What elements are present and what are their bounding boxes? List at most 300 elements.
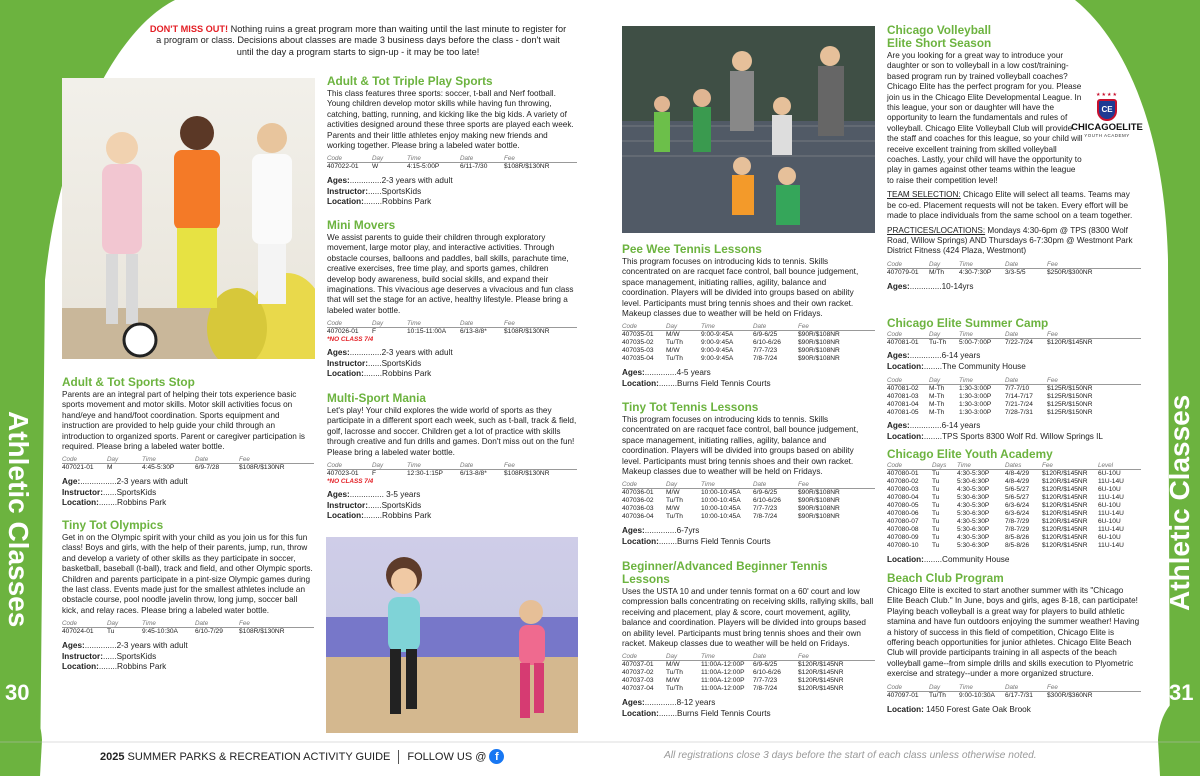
- cell: M/W: [666, 505, 680, 513]
- table-row: [622, 505, 875, 513]
- col-fee: Fee: [239, 620, 250, 628]
- cell: $120R/$145NR: [798, 661, 844, 669]
- cell: 6/9-6/25: [753, 661, 778, 669]
- footer-divider: [398, 750, 399, 764]
- pee-wee-description: This program focuses on introducing kids to tennis. Skills concentrated on are racquet face control, ball bounce judgement, space management, initiating rallies, agility, balance and coordination. Players will be divided into groups based on ability level. Participants must bring tennis shoes and their own racket. Makeup classes due to weather will be held on Fridays.: [622, 257, 859, 319]
- cell: 407080-01: [887, 470, 919, 477]
- cell: $125R/$150NR: [1047, 385, 1093, 392]
- col-code: Code: [887, 331, 903, 338]
- beach-title: Beach Club Program: [887, 571, 1004, 585]
- table-row: [327, 328, 577, 336]
- beach-section: [887, 572, 1141, 715]
- table-row: [622, 661, 875, 669]
- table-row: [887, 486, 1141, 494]
- dont-miss-text: Nothing ruins a great program more than waiting until the last minute to register for a program or class. Decisions about classes are made 3 business days before the class - don't wait until the day a program starts to sign-up - it may be too late!: [156, 24, 567, 57]
- ages-value: 2-3 years with adult: [381, 348, 453, 358]
- cell: 5:30-6:30P: [957, 510, 990, 517]
- cell: 10:00-10:45A: [701, 497, 741, 505]
- cell: 10:00-10:45A: [701, 489, 741, 497]
- table-row: [887, 494, 1141, 502]
- summer-camp-table-header: [887, 331, 1141, 339]
- cell: 407023-01: [327, 470, 359, 478]
- col-date: Date: [1005, 683, 1019, 691]
- cell: Tu-Th: [929, 339, 947, 346]
- footer-closing-note: All registrations close 3 days before the start of each class unless otherwise noted.: [664, 750, 1037, 761]
- col-date: Date: [1005, 377, 1019, 384]
- cell: 7/8-7/24: [753, 355, 778, 363]
- table-row: [622, 677, 875, 685]
- cell: M/W: [666, 677, 680, 685]
- col-fee: Fee: [1047, 331, 1058, 338]
- cell: 6/10-7/29: [195, 628, 223, 636]
- sports-stop-section: [62, 376, 314, 509]
- volleyball-title-line2: Elite Short Season: [887, 36, 992, 50]
- col-date: Date: [460, 155, 474, 163]
- instructor-value: SportsKids: [381, 358, 422, 368]
- facebook-icon[interactable]: f: [489, 749, 504, 764]
- cell: 6U-10U: [1098, 518, 1121, 525]
- instructor-label: Instructor:: [327, 186, 368, 196]
- multi-sport-table-header: [327, 462, 577, 470]
- chicago-elite-logo: [1067, 92, 1147, 144]
- cell: 6/10-6/26: [753, 669, 781, 677]
- instructor-value: SportsKids: [116, 651, 157, 661]
- mini-movers-table-header: [327, 320, 577, 328]
- table-row: [622, 339, 875, 347]
- cell: 4:30-5:30P: [957, 486, 990, 493]
- cell: F: [372, 470, 377, 478]
- volleyball-title-line1: Chicago Volleyball: [887, 23, 992, 37]
- tiny-tennis-description: This program focuses on introducing kids to tennis. Skills concentrated on are racquet face control, ball bounce judgement, space management, initiating rallies, agility, balance and coordination. Players will be divided into groups based on ability level. Participants must bring tennis shoes and their own racket. Makeup classes due to weather will be held on Fridays.: [622, 415, 859, 477]
- col-days: Days: [932, 462, 947, 469]
- cell: 11:00A-12:00P: [701, 669, 745, 677]
- volleyball-section: [887, 24, 1141, 292]
- ages-value: 4-5 years: [676, 368, 711, 378]
- cell: 4:30-5:30P: [957, 502, 990, 509]
- col-date: Date: [753, 323, 767, 331]
- cell: $120R/$145NR: [1047, 339, 1093, 346]
- mini-movers-description: We assist parents to guide their children through exploratory movement, large motor play, and interactive activities. Through obstacle courses, balloons and paddles, ball skills, parachute time, creative exercises, free time play, and sports games, children develop body awareness, build social skills, and expand their imaginations. This vivacious age deserves a vivacious and fun class that will set the stage for an active, healthy lifestyle. Please bring a labeled water bottle.: [327, 233, 574, 315]
- cell: 6/9-6/25: [753, 489, 778, 497]
- table-row: [622, 347, 875, 355]
- cell: $90R/$108NR: [798, 505, 840, 513]
- cell: 407036-04: [622, 513, 654, 521]
- multi-sport-section: [327, 392, 577, 522]
- cell: 6/17-7/31: [1005, 691, 1033, 699]
- cell: 11U-14U: [1098, 542, 1124, 549]
- logo-title: CHICAGOELITE: [1071, 122, 1143, 133]
- table-row: [887, 534, 1141, 542]
- col-time: Time: [957, 462, 971, 469]
- pee-wee-meta: Ages:..............4-5 years Location:........Burns Field Tennis Courts: [622, 368, 771, 388]
- table-row: [887, 526, 1141, 534]
- cell: Tu/Th: [666, 669, 683, 677]
- tiny-olympics-description: Get in on the Olympic spirit with your child as you join us for this fun class! Boys and girls, with the help of their parents, jump, run, throw and develop a variety of other skills as they participate in soccer, basketball, baseball (t-ball), track and field, and other Olympic sports. Children and parents participate in a pint-size Olympic games during the last class. Events made just for the smallest athletes include an obstacle course, pool noodle javelin throw, long jump, soccer ball kick, and relay races. Please bring a labeled water bottle.: [62, 533, 313, 615]
- cell: 6/13-8/8*: [460, 328, 487, 336]
- triple-play-title: Adult & Tot Triple Play Sports: [327, 74, 493, 88]
- volleyball-meta: Ages:..............10-14yrs: [887, 281, 974, 291]
- multi-sport-description: Let's play! Your child explores the wide world of sports as they participate in a different sport each week, such as t-ball, track & field, golf, lacrosse and soccer. Children get a lot of practice with skills through creative and fun drills and games. Don't miss out on the fun! Please bring a labeled water bottle.: [327, 406, 577, 457]
- col-code: Code: [327, 155, 343, 163]
- age-label: Age:: [62, 477, 81, 487]
- col-time: Time: [959, 377, 973, 384]
- cell: 11U-14U: [1098, 510, 1124, 517]
- col-date: Date: [1005, 331, 1019, 338]
- col-code: Code: [622, 323, 638, 331]
- cell: 407036-01: [622, 489, 654, 497]
- location-value: Robbins Park: [117, 498, 167, 508]
- cell: 7/7-7/10: [1005, 385, 1030, 392]
- right-page-number: 31: [1169, 680, 1194, 705]
- cell: M/Th: [929, 268, 945, 276]
- ages-label: Ages:: [887, 281, 910, 291]
- toddlers-exercise-photo: [62, 78, 315, 359]
- table-row: [62, 628, 314, 636]
- cell: 407036-02: [622, 497, 654, 505]
- logo-stars: ★★★★: [1096, 92, 1118, 98]
- table-row: [887, 339, 1141, 347]
- location-label: Location:: [62, 662, 99, 672]
- cell: $120R/$145NR: [1042, 478, 1088, 485]
- cell: $120R/$145NR: [798, 669, 844, 677]
- ages-value: 2-3 years with adult: [381, 176, 453, 186]
- table-row: [887, 502, 1141, 510]
- table-row: [887, 510, 1141, 518]
- location-label: Location:: [622, 708, 659, 718]
- cell: 11:00A-12:00P: [701, 677, 745, 685]
- col-day: Day: [666, 481, 678, 489]
- col-fee: Fee: [504, 462, 515, 470]
- ages-value: 6-14 years: [941, 421, 981, 430]
- summer-camp-table-header-2: [887, 377, 1141, 385]
- cell: $90R/$108NR: [798, 347, 840, 355]
- team-selection-text: Chicago Elite will select all teams. Teams may be co-ed. Placement requests will not be taken. Every effort will be made to place individuals from the same school on a team together.: [887, 190, 1133, 221]
- cell: 407080-05: [887, 502, 919, 509]
- cell: 7/28-7/31: [1005, 409, 1033, 416]
- practices-label: PRACTICES/LOCATIONS:: [887, 225, 986, 235]
- cell: 407081-02: [887, 385, 919, 392]
- tiny-olympics-meta: Ages:..............2-3 years with adult Instructor:......SportsKids Location:........Robbins Park: [62, 641, 188, 672]
- cell: Tu: [932, 534, 940, 541]
- cell: 7/14-7/17: [1005, 393, 1033, 400]
- footer-follow: FOLLOW US @: [407, 750, 487, 763]
- location-label: Location:: [327, 197, 364, 207]
- location-value: Burns Field Tennis Courts: [677, 536, 771, 546]
- mini-movers-section: [327, 219, 577, 380]
- col-dates: Dates: [1005, 462, 1022, 469]
- cell: 10:00-10:45A: [701, 513, 741, 521]
- cell: 407037-03: [622, 677, 654, 685]
- col-day: Day: [929, 260, 941, 268]
- ages-label: Ages:: [887, 421, 910, 430]
- triple-play-description: This class features three sports: soccer, t-ball and Nerf football. Young children develop motor skills while having fun throwing, catching, batting, running, and kicking like the big kids. A variety of activities designed around these three sports are played each week. Parents and their little athletes enjoy making new friends and working together. Please bring a labeled water bottle.: [327, 89, 574, 151]
- cell: $120R/$145NR: [1042, 494, 1088, 501]
- ages-value: 3-5 years: [386, 490, 421, 500]
- cell: 9:00-9:45A: [701, 355, 734, 363]
- cell: 407037-01: [622, 661, 654, 669]
- cell: 1:30-3:00P: [959, 409, 992, 416]
- cell: 4:30-7:30P: [959, 268, 992, 276]
- team-selection-label: TEAM SELECTION:: [887, 190, 961, 200]
- cell: 407035-04: [622, 355, 654, 363]
- cell: Tu: [932, 542, 940, 549]
- cell: $108R/$130NR: [504, 328, 550, 336]
- table-row: [622, 331, 875, 339]
- cell: $300R/$360NR: [1047, 691, 1093, 699]
- triple-play-section: [327, 75, 577, 208]
- summer-camp-rows: [887, 385, 1141, 417]
- cell: 7/8-7/29: [1005, 526, 1030, 533]
- location-label: Location:: [887, 361, 924, 371]
- cell: 6U-10U: [1098, 534, 1121, 541]
- ages-label: Ages:: [327, 490, 350, 500]
- cell: 7/21-7/24: [1005, 401, 1033, 408]
- cell: 4:15-5:00P: [407, 163, 440, 171]
- cell: $90R/$108NR: [798, 355, 840, 363]
- table-row: [887, 385, 1141, 393]
- cell: 11:00A-12:00P: [701, 685, 745, 693]
- col-code: Code: [887, 377, 903, 384]
- col-date: Date: [753, 653, 767, 661]
- table-row: [62, 464, 314, 472]
- beach-description: Chicago Elite is excited to start another summer with its "Chicago Elite Beach Club." In June, boys and girls, ages 8-18, can participate! Playing beach volleyball is a great way for players to build athletic stamina and have fun outdoors enjoying the summer weather! Having a history of success in this field of competition, Chicago Elite is offering beach opportunities for junior athletes. Chicago Elite Beach Club will provide participants training in all aspects of the beach volleyball game--from simple drills and skills execution to Plyometric exercise and strategy--under a more organized structure.: [887, 586, 1140, 679]
- cell: $125R/$150NR: [1047, 393, 1093, 400]
- location-label: Location:: [887, 555, 924, 564]
- cell: 11U-14U: [1098, 526, 1124, 533]
- cell: Tu/Th: [666, 339, 683, 347]
- col-time: Time: [407, 155, 421, 163]
- cell: 407079-01: [887, 268, 919, 276]
- cell: 4/8-4/29: [1005, 470, 1030, 477]
- cell: Tu/Th: [666, 497, 683, 505]
- tiny-olympics-section: [62, 519, 314, 673]
- team-selection: [887, 190, 1141, 221]
- cell: Tu: [932, 478, 940, 485]
- volleyball-description-narrow: [887, 51, 1084, 186]
- location-value: Burns Field Tennis Courts: [677, 378, 771, 388]
- footer-guide-title: SUMMER PARKS & RECREATION ACTIVITY GUIDE: [127, 750, 391, 763]
- cell: 407081-04: [887, 401, 919, 408]
- cell: 7/22-7/24: [1005, 339, 1033, 346]
- mini-movers-meta: Ages:..............2-3 years with adult Instructor:......SportsKids Location:........Robbins Park: [327, 348, 453, 379]
- cell: $108R/$130NR: [239, 628, 285, 636]
- col-day: Day: [107, 620, 119, 628]
- instructor-label: Instructor:: [327, 500, 368, 510]
- cell: 407021-01: [62, 464, 94, 472]
- cell: 5:30-6:30P: [957, 478, 990, 485]
- col-day: Day: [666, 653, 678, 661]
- tiny-olympics-table-header: [62, 620, 314, 628]
- cell: 407026-01: [327, 328, 359, 336]
- col-time: Time: [959, 683, 973, 691]
- beg-adv-title: Beginner/Advanced Beginner Tennis Lessons: [622, 559, 828, 586]
- cell: 7/7-7/23: [753, 677, 778, 685]
- col-code: Code: [887, 260, 903, 268]
- col-day: Day: [372, 155, 384, 163]
- col-time: Time: [959, 260, 973, 268]
- location-label: Location:: [327, 369, 364, 379]
- location-value: Robbins Park: [382, 511, 432, 521]
- col-fee: Fee: [1047, 260, 1058, 268]
- cell: 407080-07: [887, 518, 919, 525]
- col-time: Time: [142, 620, 156, 628]
- cell: M/W: [666, 661, 680, 669]
- cell: 4:30-5:30P: [957, 534, 990, 541]
- beg-adv-section: [622, 560, 875, 719]
- cell: $125R/$150NR: [1047, 409, 1093, 416]
- col-time: Time: [407, 320, 421, 328]
- col-fee: Fee: [1047, 683, 1058, 691]
- cell: M-Th: [929, 385, 945, 392]
- beg-adv-table-header: [622, 653, 875, 661]
- cell: Tu: [932, 502, 940, 509]
- cell: $120R/$145NR: [1042, 526, 1088, 533]
- col-time: Time: [407, 462, 421, 470]
- youth-academy-table-header: [887, 462, 1141, 470]
- cell: 407036-03: [622, 505, 654, 513]
- cell: 10:00-10:45A: [701, 505, 741, 513]
- table-row: [622, 669, 875, 677]
- beg-adv-rows: [622, 661, 875, 693]
- beach-meta: [887, 705, 1141, 716]
- ages-label: Ages:: [887, 351, 910, 360]
- location-label: Location:: [622, 378, 659, 388]
- cell: 3/3-5/5: [1005, 268, 1026, 276]
- location-label: Location:: [887, 704, 924, 714]
- cell: 5:30-6:30P: [957, 494, 990, 501]
- col-date: Date: [460, 462, 474, 470]
- triple-play-meta: Ages:..............2-3 years with adult Instructor:......SportsKids Location:........Robbins Park: [327, 176, 453, 207]
- col-day: Day: [929, 683, 941, 691]
- instructor-label: Instructor:: [327, 358, 368, 368]
- cell: 4/8-4/29: [1005, 478, 1030, 485]
- col-time: Time: [142, 456, 156, 464]
- summer-camp-meta-2: Ages:..............6-14 years Location:........TPS Sports 8300 Wolf Rd. Willow Springs IL: [887, 421, 1103, 441]
- table-row: [887, 401, 1141, 409]
- cell: Tu: [932, 486, 940, 493]
- ages-label: Ages:: [622, 698, 645, 708]
- cell: $90R/$108NR: [798, 339, 840, 347]
- cell: 10:15-11:00A: [407, 328, 447, 336]
- left-page-number: 30: [5, 680, 30, 705]
- location-value: Robbins Park: [117, 662, 167, 672]
- age-value: 2-3 years with adult: [116, 477, 188, 487]
- cell: 1:30-3:00P: [959, 393, 992, 400]
- footer-year: 2025: [100, 750, 125, 763]
- tiny-tennis-meta: Ages:..............6-7yrs Location:........Burns Field Tennis Courts: [622, 526, 771, 546]
- cell: 7/8-7/24: [753, 513, 778, 521]
- col-code: Code: [622, 653, 638, 661]
- cell: 6/13-8/8*: [460, 470, 487, 478]
- table-row: [887, 478, 1141, 486]
- cell: 407035-01: [622, 331, 654, 339]
- cell: 6/3-6/24: [1005, 510, 1030, 517]
- cell: Tu/Th: [666, 685, 683, 693]
- cell: 407037-04: [622, 685, 654, 693]
- cell: 12:30-1:15P: [407, 470, 443, 478]
- cell: Tu: [932, 494, 940, 501]
- cell: 9:00-9:45A: [701, 347, 734, 355]
- cell: $90R/$108NR: [798, 513, 840, 521]
- cell: 407022-01: [327, 163, 359, 171]
- col-time: Time: [701, 481, 715, 489]
- beach-table-header: [887, 684, 1141, 692]
- col-fee: Fee: [1042, 462, 1053, 469]
- ages-value: 8-12 years: [676, 698, 716, 708]
- col-day: Day: [929, 331, 941, 338]
- cell: 407024-01: [62, 628, 94, 636]
- col-date: Date: [753, 481, 767, 489]
- cell: 7/7-7/23: [753, 347, 778, 355]
- cell: 407081-01: [887, 339, 919, 346]
- location-value: Robbins Park: [382, 369, 432, 379]
- table-row: [622, 497, 875, 505]
- sports-stop-title: Adult & Tot Sports Stop: [62, 375, 195, 389]
- cell: $120R/$145NR: [1042, 518, 1088, 525]
- table-row: [622, 685, 875, 693]
- col-day: Day: [929, 377, 941, 384]
- ages-label: Ages:: [622, 368, 645, 378]
- location-value: 1450 Forest Gate Oak Brook: [926, 704, 1031, 714]
- col-fee: Fee: [239, 456, 250, 464]
- cell: 9:00-10:30A: [959, 691, 995, 699]
- cell: $250R/$300NR: [1047, 268, 1093, 276]
- cell: $120R/$145NR: [1042, 534, 1088, 541]
- multi-sport-meta: Ages:............... 3-5 years Instructor:......SportsKids Location:........Robbins Park: [327, 490, 432, 521]
- cell: 407080-04: [887, 494, 919, 501]
- youth-academy-meta: Location:........Community House: [887, 555, 1010, 564]
- cell: 407037-02: [622, 669, 654, 677]
- table-row: [622, 489, 875, 497]
- girls-running-photo: [326, 537, 578, 733]
- col-date: Date: [1005, 260, 1019, 268]
- cell: 6/3-6/24: [1005, 502, 1030, 509]
- summer-camp-title: Chicago Elite Summer Camp: [887, 316, 1049, 330]
- col-day: Day: [666, 323, 678, 331]
- col-fee: Fee: [504, 320, 515, 328]
- cell: 407081-05: [887, 409, 919, 416]
- youth-academy-rows: [887, 470, 1141, 550]
- cell: Tu/Th: [666, 513, 683, 521]
- cell: 8/5-8/26: [1005, 542, 1030, 549]
- tiny-tennis-rows: [622, 489, 875, 521]
- cell: 5:00-7:00P: [959, 339, 992, 346]
- cell: 8/5-8/26: [1005, 534, 1030, 541]
- col-code: Code: [62, 620, 78, 628]
- cell: 407080-09: [887, 534, 919, 541]
- instructor-value: SportsKids: [116, 487, 157, 497]
- cell: $125R/$150NR: [1047, 401, 1093, 408]
- summer-camp-meta-1: Ages:..............6-14 years Location:........The Community House: [887, 351, 1026, 371]
- cell: 407080-10: [887, 542, 919, 549]
- ages-value: 6-7yrs: [676, 526, 700, 536]
- summer-camp-section: [887, 317, 1141, 442]
- cell: M-Th: [929, 401, 945, 408]
- sports-stop-table-header: [62, 456, 314, 464]
- cell: 407080-08: [887, 526, 919, 533]
- ages-value: 6-14 years: [941, 351, 981, 360]
- logo-subtitle: YOUTH ACADEMY: [1084, 133, 1130, 138]
- triple-play-table-header: [327, 155, 577, 163]
- col-date: Date: [195, 620, 209, 628]
- table-row: [887, 518, 1141, 526]
- table-row: [887, 393, 1141, 401]
- cell: F: [372, 328, 377, 336]
- pee-wee-rows: [622, 331, 875, 363]
- dont-miss-label: DON'T MISS OUT!: [149, 24, 229, 34]
- cell: M/W: [666, 489, 680, 497]
- table-row: [887, 542, 1141, 550]
